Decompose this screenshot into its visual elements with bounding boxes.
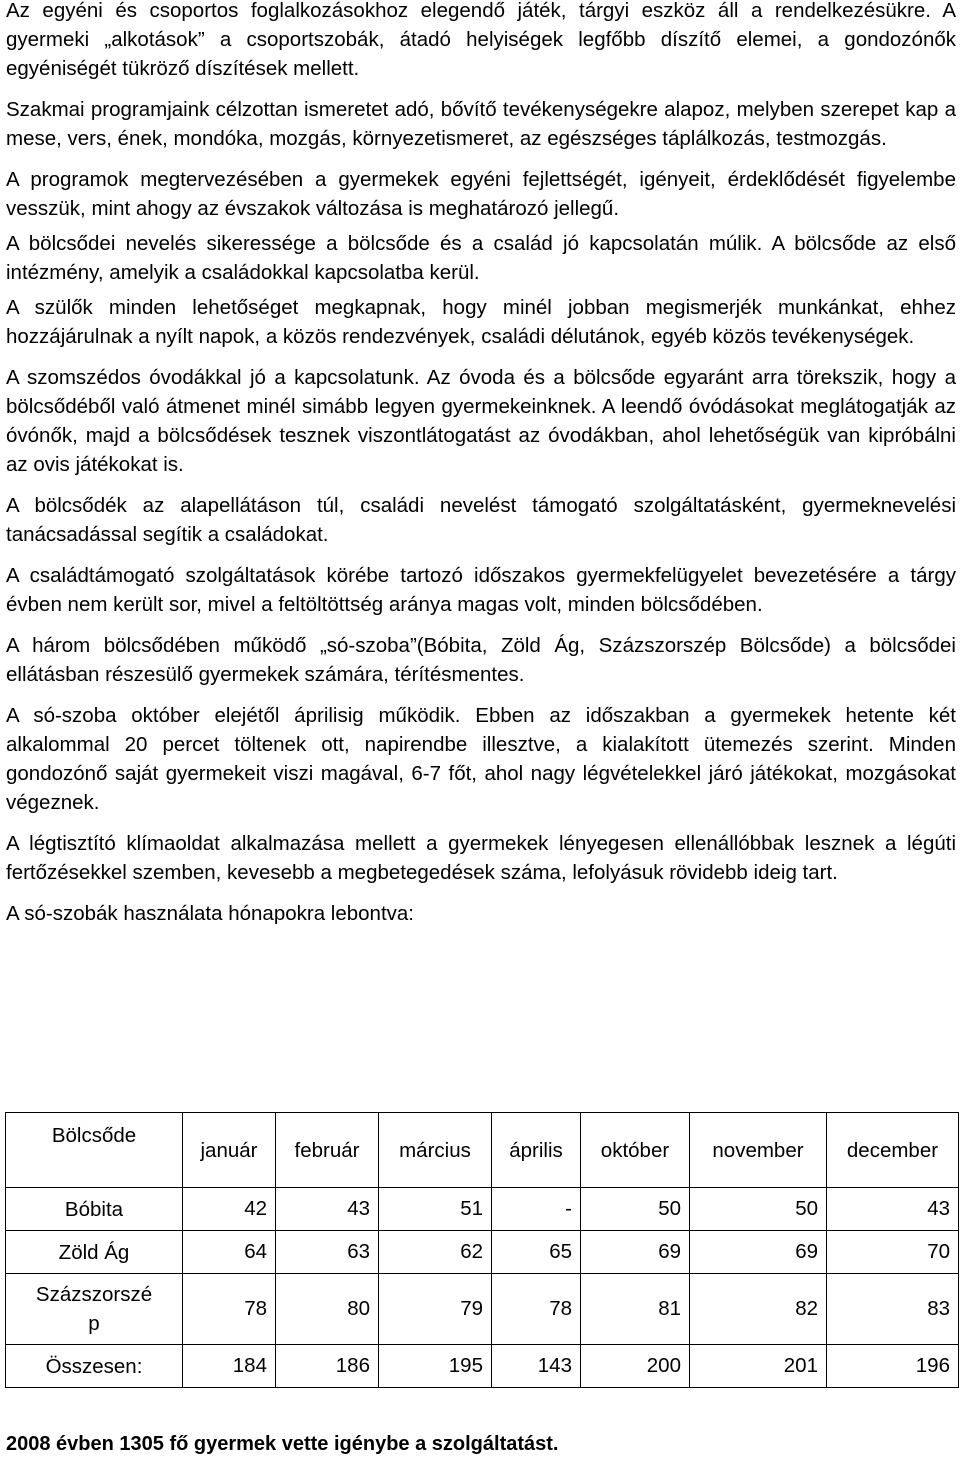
salt-room-usage-table-wrapper — [5, 1112, 959, 1388]
header-april-text: április — [509, 1138, 563, 1162]
row-name: Bóbita — [6, 1188, 183, 1231]
cell-value: 63 — [276, 1231, 379, 1274]
paragraph-salt-room-schedule: A só-szoba október elejétől áprilisig működik. Ebben az időszakban a gyermekek hetente két alkalommal 20 percet töltenek ott, napirendbe illesztve, a kialakított ütemezés szerint. Minden gondozónő saját gyermekeit viszi magával, 6-7 főt, ahol nagy légvételekkel járó játékokat, mozgásokat végeznek. — [6, 704, 956, 814]
row-name — [6, 1274, 183, 1345]
header-november: november — [690, 1113, 827, 1188]
cell-value: 200 — [581, 1345, 690, 1388]
cell-value: 43 — [827, 1188, 959, 1231]
cell-value: 78 — [492, 1274, 581, 1345]
table-header-row — [6, 1113, 959, 1188]
paragraph-parents: A szülők minden lehetőséget megkapnak, hogy minél jobban megismerjék munkánkat, ehhez hozzájárulnak a nyílt napok, a közös rendezvények, családi délutánok, egyéb közös tevékenységek. — [6, 296, 956, 348]
cell-value: 184 — [183, 1345, 276, 1388]
paragraph-planning: A programok megtervezésében a gyermekek egyéni fejlettségét, igényeit, érdeklődését figyelembe vesszük, mint ahogy az évszakok változása is meghatározó jellegű. — [6, 168, 956, 220]
cell-value: 83 — [827, 1274, 959, 1345]
cell-value: - — [492, 1188, 581, 1231]
cell-value: 78 — [183, 1274, 276, 1345]
header-october: október — [581, 1113, 690, 1188]
paragraph-salt-room-intro: A három bölcsődében működő „só-szoba”(Bóbita, Zöld Ág, Százszorszép Bölcsőde) a bölcsődei ellátásban részesülő gyermekek számára, térítésmentes. — [6, 634, 956, 686]
cell-value: 50 — [690, 1188, 827, 1231]
paragraph-air-purifier: A légtisztító klímaoldat alkalmazása mellett a gyermekek lényegesen ellenállóbbak lesznek a légúti fertőzésekkel szemben, kevesebb a megbetegedések száma, lefolyásuk rövidebb ideig tart. — [6, 832, 956, 884]
cell-value: 64 — [183, 1231, 276, 1274]
cell-value: 50 — [581, 1188, 690, 1231]
cell-value: 51 — [379, 1188, 492, 1231]
cell-value: 143 — [492, 1345, 581, 1388]
table-total-row — [6, 1345, 959, 1388]
cell-value: 196 — [827, 1345, 959, 1388]
cell-value: 82 — [690, 1274, 827, 1345]
row-name: Zöld Ág — [6, 1231, 183, 1274]
table-row — [6, 1188, 959, 1231]
header-march: március — [379, 1113, 492, 1188]
cell-value: 80 — [276, 1274, 379, 1345]
cell-value: 81 — [581, 1274, 690, 1345]
header-january: január — [183, 1113, 276, 1188]
header-nursery: Bölcsőde — [6, 1113, 183, 1188]
row-name: Összesen: — [6, 1345, 183, 1388]
paragraph-kindergartens: A szomszédos óvodákkal jó a kapcsolatunk. Az óvoda és a bölcsőde egyaránt arra törekszik, hogy a bölcsődéből való átmenet minél simább legyen gyermekeinknek. A leendő óvódásokat meglátogatják az óvónők, majd a bölcsődések tesznek viszontlátogatást az óvodákban, ahol lehetőségük van kipróbálni az ovis játékokat is. — [6, 366, 956, 476]
cell-value: 43 — [276, 1188, 379, 1231]
table-caption: A só-szobák használata hónapokra lebontva: — [6, 902, 414, 925]
cell-value: 69 — [690, 1231, 827, 1274]
cell-value: 62 — [379, 1231, 492, 1274]
table-row — [6, 1274, 959, 1345]
cell-value: 69 — [581, 1231, 690, 1274]
cell-value: 70 — [827, 1231, 959, 1274]
paragraph-programs: Szakmai programjaink célzottan ismeretet adó, bővítő tevékenységekre alapoz, melyben szerepet kap a mese, vers, ének, mondóka, mozgás, környezetismeret, az egészséges táplálkozás, testmozgás. — [6, 98, 956, 150]
row-name-text: Százszorszép — [35, 1283, 153, 1335]
document-body — [6, 0, 956, 940]
salt-room-usage-table — [5, 1112, 959, 1388]
cell-value: 186 — [276, 1345, 379, 1388]
cell-value: 79 — [379, 1274, 492, 1345]
paragraph-toys: Az egyéni és csoportos foglalkozásokhoz elegendő játék, tárgyi eszköz áll a rendelkezésükre. A gyermeki „alkotások” a csoportszobák, átadó helyiségek legfőbb díszítő elemei, a gondozónők egyéniségét tükröző díszítések mellett. — [6, 0, 956, 80]
table-row — [6, 1231, 959, 1274]
cell-value: 42 — [183, 1188, 276, 1231]
cell-value: 195 — [379, 1345, 492, 1388]
header-december: december — [827, 1113, 959, 1188]
header-april — [492, 1113, 581, 1188]
paragraph-family-relations: A bölcsődei nevelés sikeressége a bölcsőde és a család jó kapcsolatán múlik. A bölcsőde az első intézmény, amelyik a családokkal kapcsolatba kerül. — [6, 232, 956, 284]
summary-note: 2008 évben 1305 fő gyermek vette igénybe a szolgáltatást. — [6, 1433, 559, 1455]
cell-value: 65 — [492, 1231, 581, 1274]
header-february: február — [276, 1113, 379, 1188]
paragraph-services: A bölcsődék az alapellátáson túl, családi nevelést támogató szolgáltatásként, gyermeknevelési tanácsadással segítik a családokat. — [6, 494, 956, 546]
cell-value: 201 — [690, 1345, 827, 1388]
paragraph-temporary-care: A családtámogató szolgáltatások körébe tartozó időszakos gyermekfelügyelet bevezetésére a tárgy évben nem került sor, mivel a feltöltöttség aránya magas volt, minden bölcsődében. — [6, 564, 956, 616]
